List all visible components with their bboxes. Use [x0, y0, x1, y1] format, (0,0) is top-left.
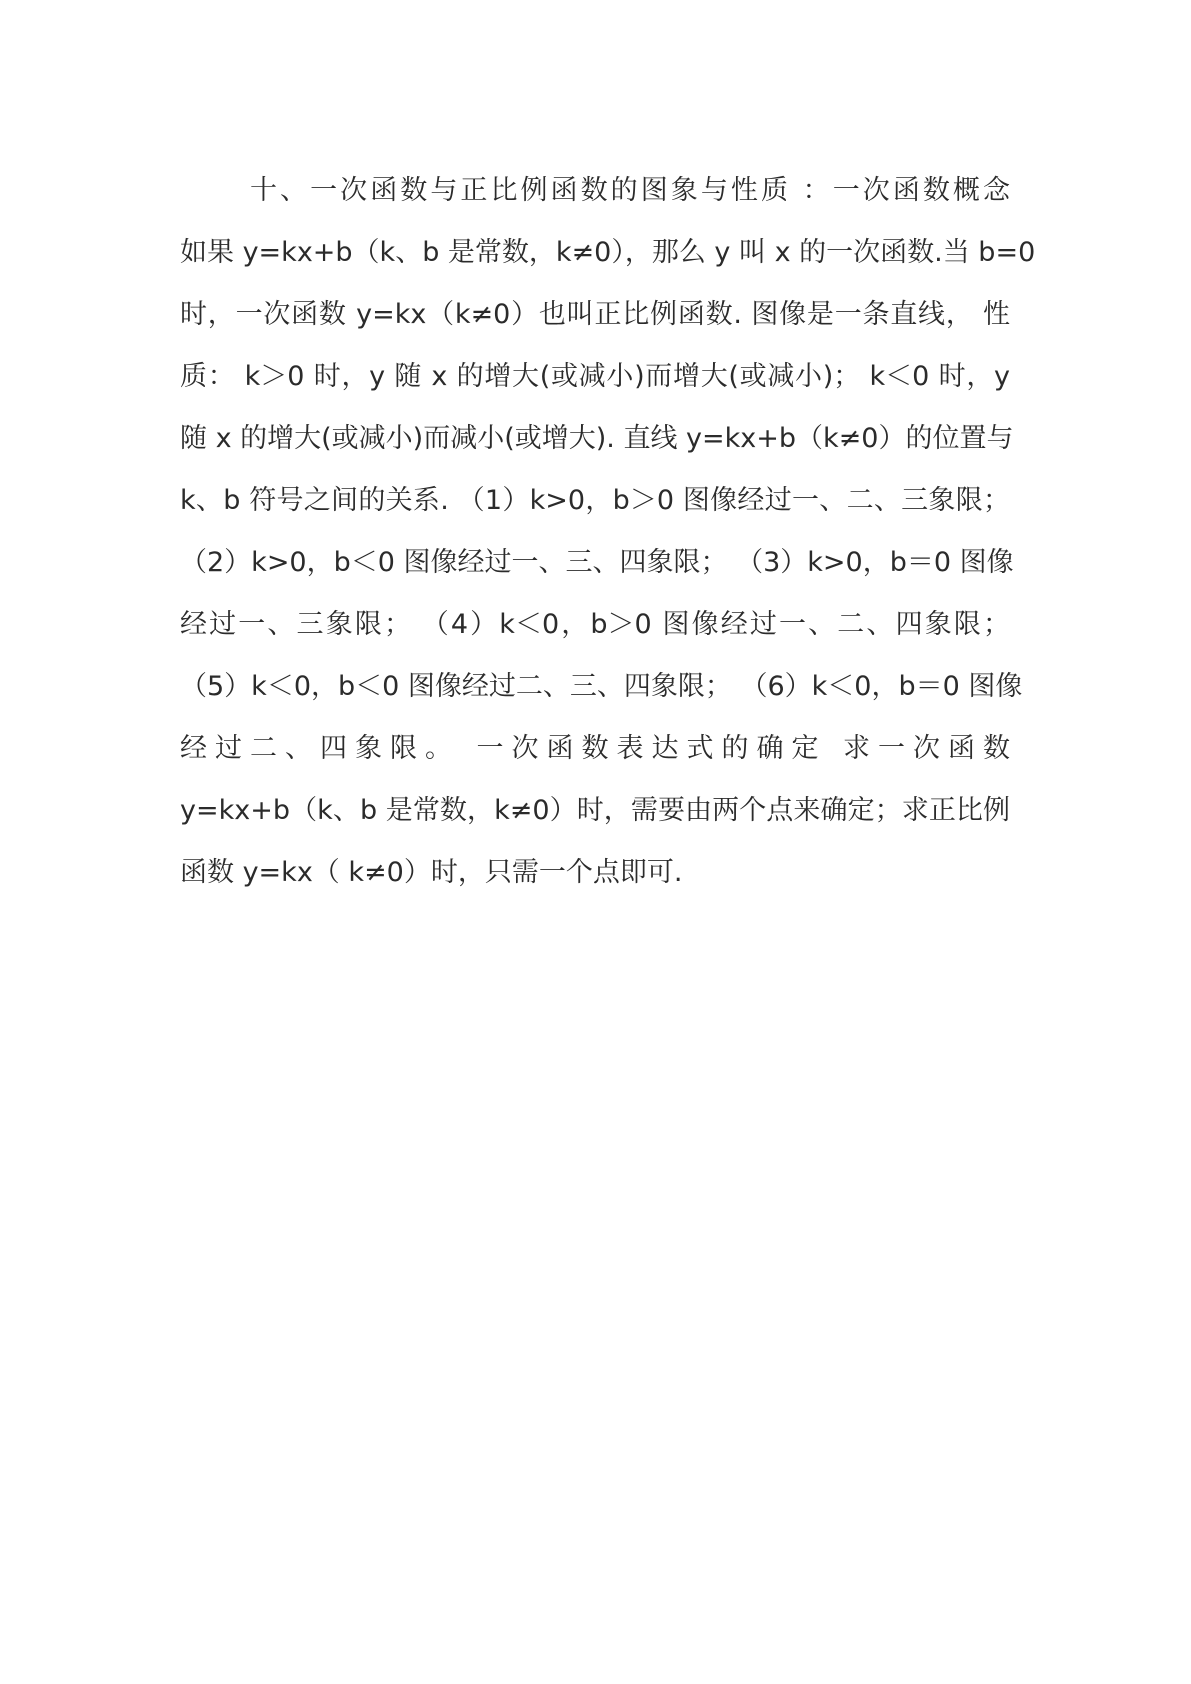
- text-line-4: 质： k＞0 时，y 随 x 的增大(或减小)而增大(或减小)； k＜0 时，y: [180, 361, 1010, 392]
- text-line-9: （5）k＜0，b＜0 图像经过二、三、四象限； （6）k＜0，b＝0 图像: [180, 671, 1023, 702]
- text-line-11: y=kx+b（k、b 是常数，k≠0）时，需要由两个点来确定；求正比例: [180, 795, 1010, 826]
- text-line-1: 十、一次函数与正比例函数的图象与性质 ：一次函数概念: [250, 175, 1010, 206]
- text-line-2: 如果 y=kx+b（k、b 是常数，k≠0），那么 y 叫 x 的一次函数.当 b=0: [180, 237, 1036, 268]
- text-line-3: 时，一次函数 y=kx（k≠0）也叫正比例函数. 图像是一条直线， 性: [180, 299, 1010, 330]
- text-line-7: （2）k>0，b＜0 图像经过一、三、四象限； （3）k>0，b＝0 图像: [180, 547, 1014, 578]
- text-line-5: 随 x 的增大(或减小)而减小(或增大). 直线 y=kx+b（k≠0）的位置与: [180, 423, 1014, 454]
- text-line-8: 经过一、三象限； （4）k＜0，b＞0 图像经过一、二、四象限；: [180, 609, 1010, 640]
- text-line-12: 函数 y=kx（ k≠0）时，只需一个点即可.: [180, 857, 683, 888]
- text-line-6: k、b 符号之间的关系. （1）k>0，b＞0 图像经过一、二、三象限；: [180, 485, 1010, 516]
- body-text: [180, 160, 1036, 904]
- text-line-10: 经过二、四象限。 一次函数表达式的确定 求一次函数: [180, 733, 1010, 764]
